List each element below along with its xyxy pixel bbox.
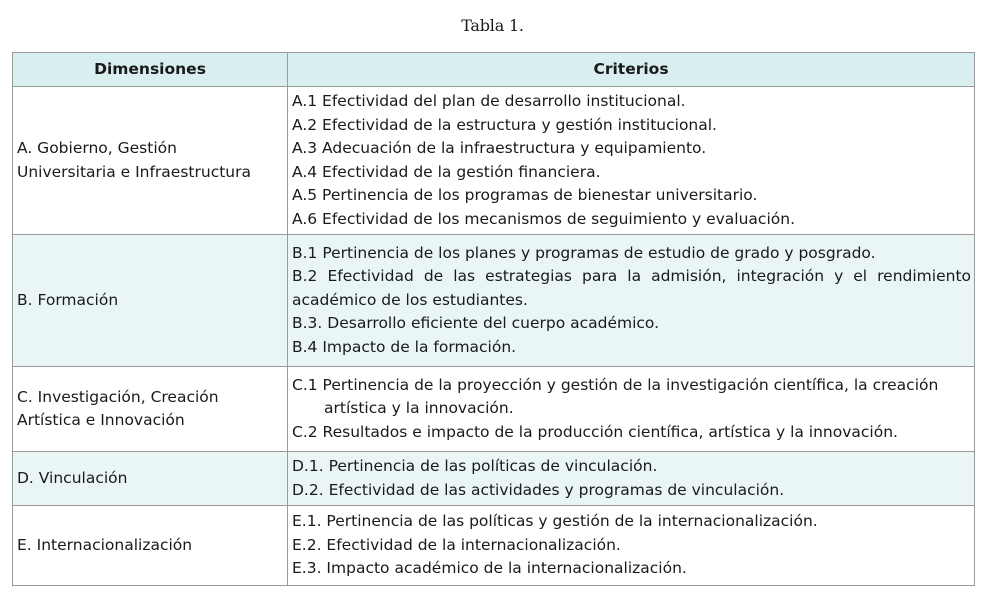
table-row-b: [13, 235, 975, 367]
criterion: A.1 Efectividad del plan de desarrollo institucional.: [292, 92, 686, 110]
criterion: A.2 Efectividad de la estructura y gestión institucional.: [292, 115, 717, 134]
criteria-cell: [288, 452, 975, 506]
table-row-a: [13, 87, 975, 235]
criterion: E.1. Pertinencia de las políticas y gestión de la internacionalización.: [292, 512, 818, 531]
criterion: B.3. Desarrollo eficiente del cuerpo académico.: [292, 314, 660, 333]
criterion: D.2. Efectividad de las actividades y programas de vinculación.: [292, 480, 785, 499]
dimension-line: Universitaria e Infraestructura: [17, 162, 251, 181]
criterion: A.4 Efectividad de la gestión financiera.: [292, 162, 601, 181]
header-criterios: Criterios: [288, 53, 975, 87]
criterion: C.2 Resultados e impacto de la producción científica, artística y la innovación.: [292, 422, 898, 441]
dimension-cell: [13, 235, 288, 367]
dimension-cell: [13, 87, 288, 235]
criterion: A.3 Adecuación de la infraestructura y equipamiento.: [292, 139, 707, 157]
criteria-cell: [288, 367, 975, 452]
criteria-cell: [288, 87, 975, 235]
dimension-line: Artística e Innovación: [17, 411, 185, 429]
criterion: B.1 Pertinencia de los planes y programas de estudio de grado y posgrado.: [292, 243, 876, 262]
table-row-d: [13, 452, 975, 506]
dimension-cell: [13, 452, 288, 506]
dimensions-criteria-table: [12, 52, 975, 586]
table-caption: Tabla 1.: [461, 16, 524, 35]
criterion: B.4 Impacto de la formación.: [292, 337, 517, 356]
criteria-cell: [288, 506, 975, 586]
dimension-line: E. Internacionalización: [17, 535, 193, 554]
criterion: A.5 Pertinencia de los programas de bienestar universitario.: [292, 186, 758, 204]
table-row-e: [13, 506, 975, 586]
criterion: D.1. Pertinencia de las políticas de vinculación.: [292, 457, 658, 475]
criterion: A.6 Efectividad de los mecanismos de seguimiento y evaluación.: [292, 209, 795, 228]
dimension-line: C. Investigación, Creación: [17, 387, 219, 406]
criterion: E.2. Efectividad de la internacionalización.: [292, 535, 621, 554]
dimension-line: B. Formación: [17, 290, 119, 309]
table-row-c: [13, 367, 975, 452]
dimension-line: A. Gobierno, Gestión: [17, 139, 177, 157]
table-header-row: [13, 53, 975, 87]
criterion: C.1 Pertinencia de la proyección y gestión de la investigación científica, la creación artística y la innovación.: [292, 375, 939, 418]
criterion: B.2 Efectividad de las estrategias para la admisión, integración y el rendimiento académico de los estudiantes.: [292, 267, 971, 309]
dimension-cell: [13, 367, 288, 452]
header-dimensiones: Dimensiones: [13, 53, 288, 87]
criteria-cell: [288, 235, 975, 367]
dimension-cell: [13, 506, 288, 586]
dimension-line: D. Vinculación: [17, 468, 128, 487]
criterion: E.3. Impacto académico de la internacionalización.: [292, 559, 687, 578]
